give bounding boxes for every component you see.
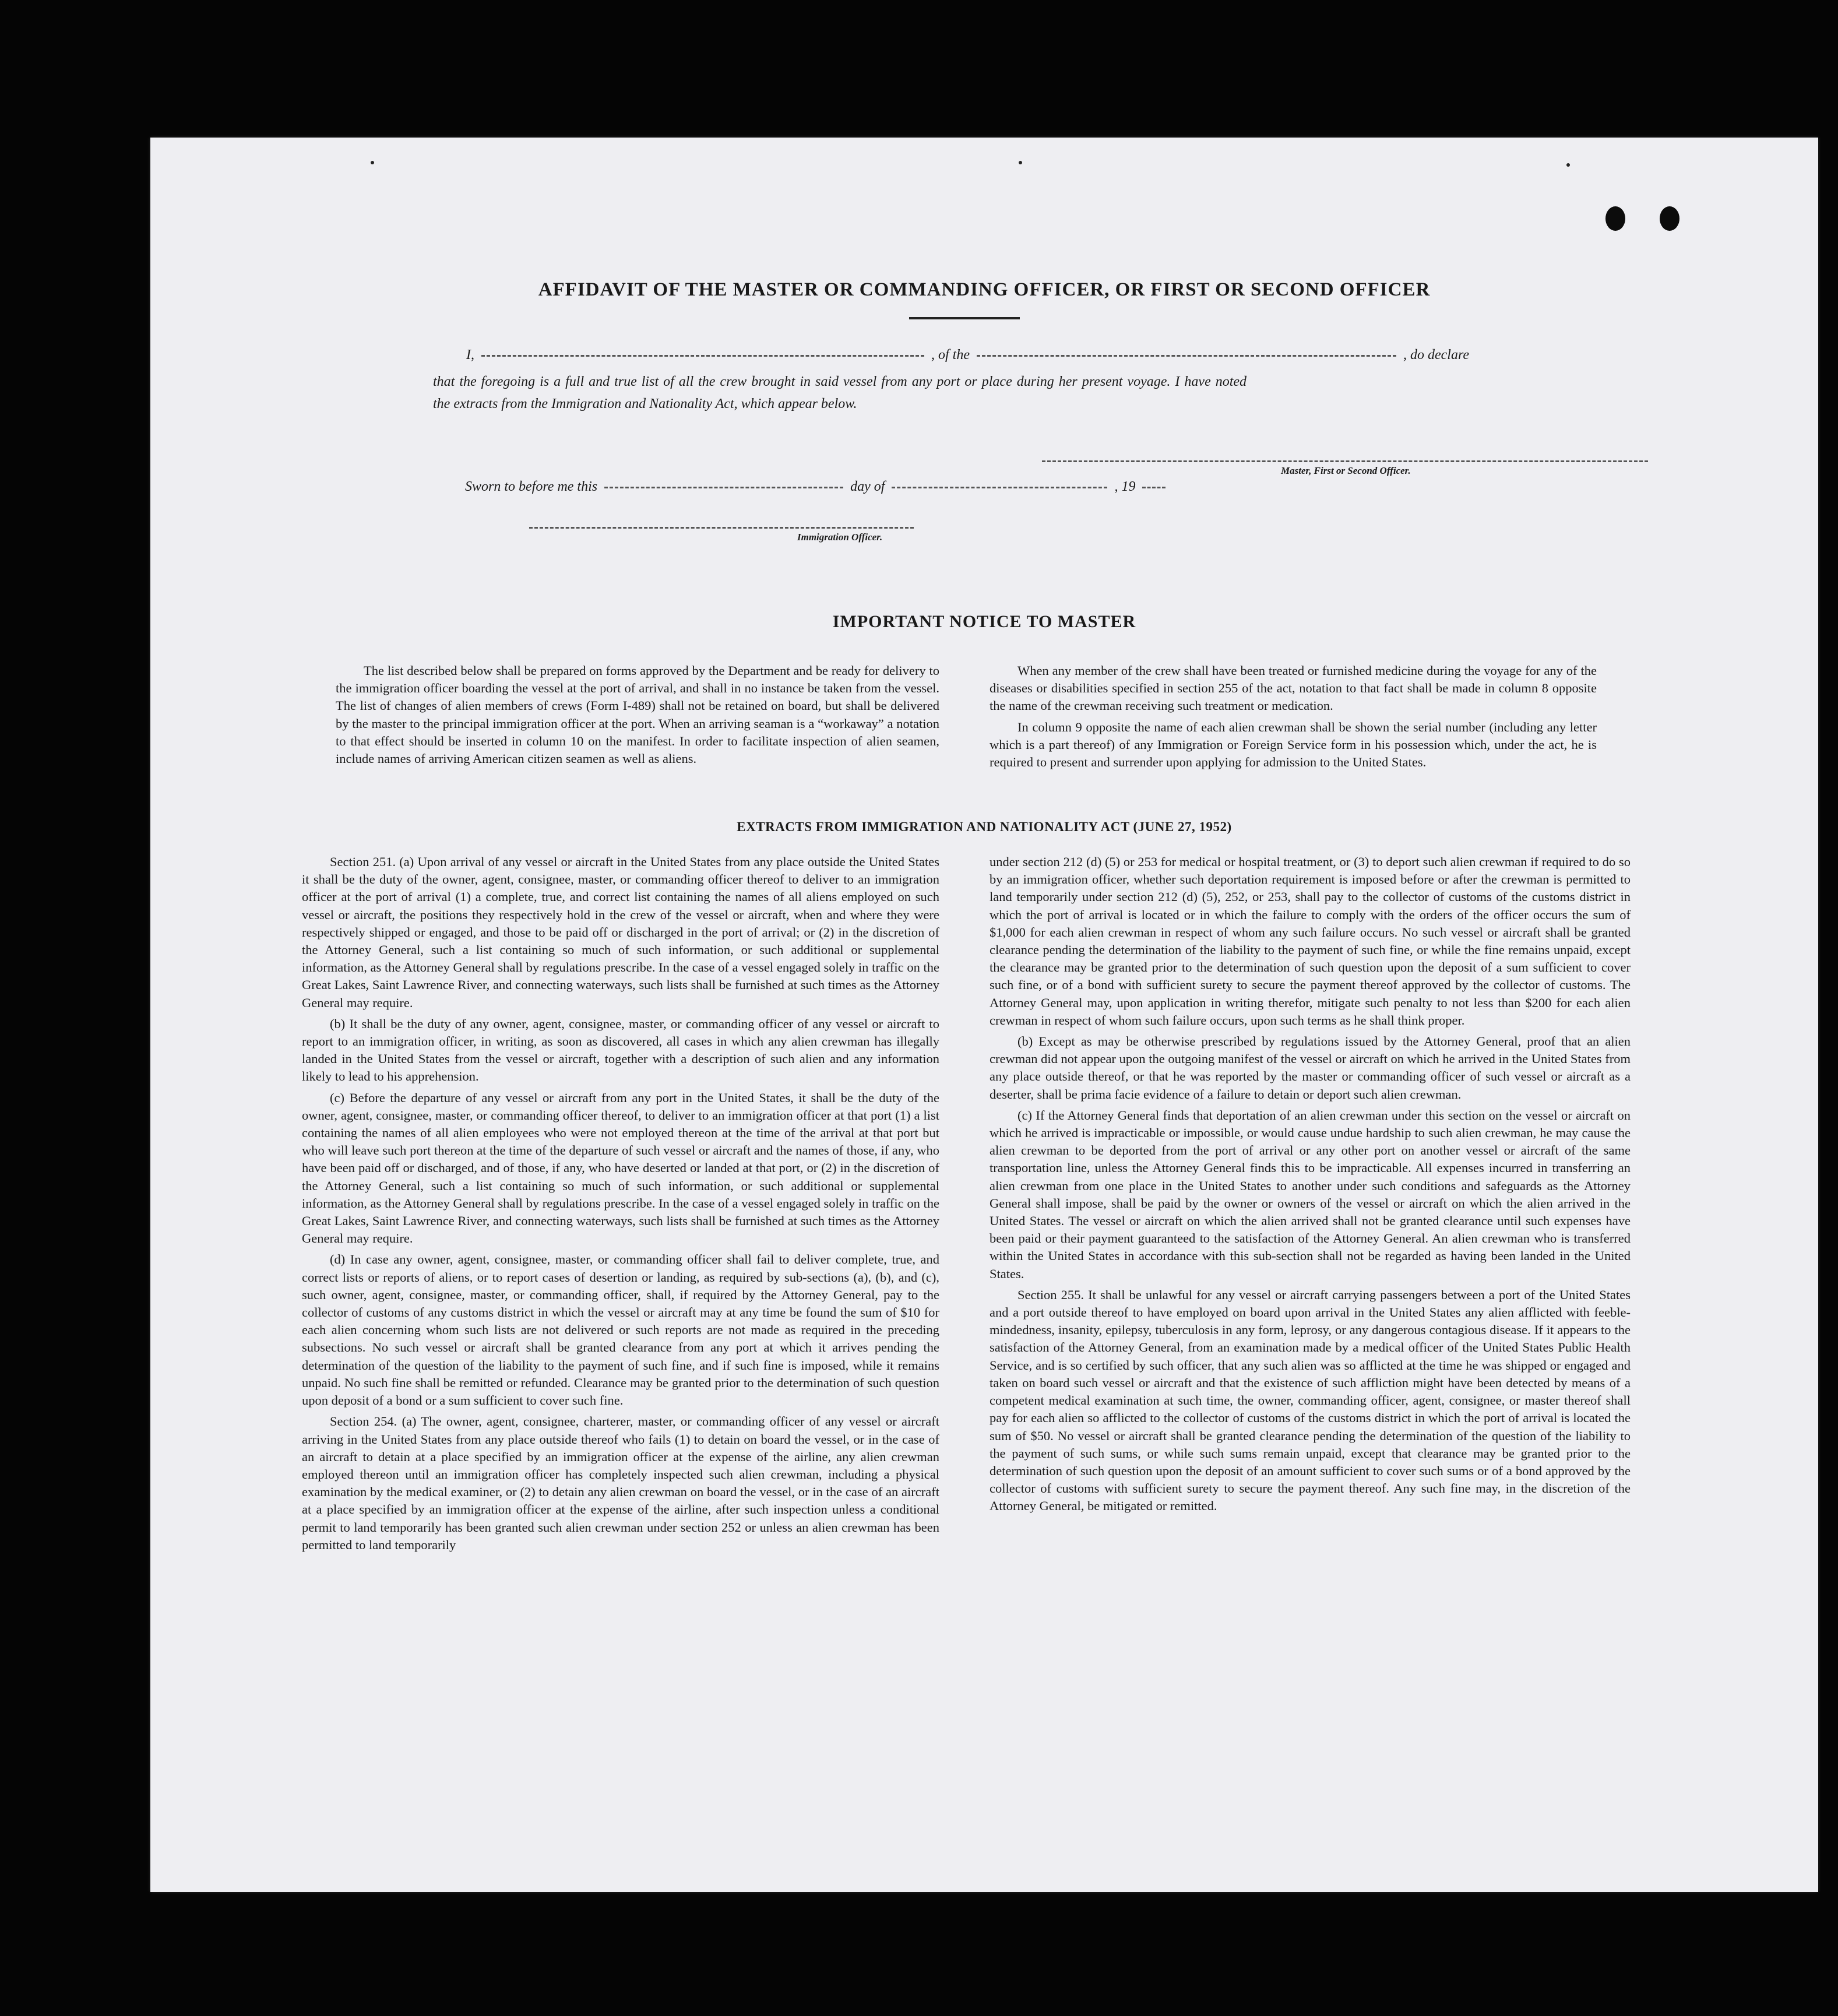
extracts-left-column (302, 853, 939, 1557)
sworn-year-blank (1142, 487, 1166, 488)
sworn-prefix: Sworn to before me this (465, 479, 598, 494)
sworn-date-blank (604, 487, 843, 488)
document-page (150, 138, 1818, 1892)
declaration-end: , do declare (1403, 347, 1470, 363)
punch-hole (1660, 206, 1679, 231)
speck (371, 161, 374, 164)
declaration-of-the: , of the (931, 347, 970, 363)
master-signature-line (1042, 460, 1648, 462)
declaration-line-2: that the foregoing is a full and true list of all the crew brought in said vessel from any port or place during her present voyage. I have noted (433, 374, 1247, 389)
affidavit-title: AFFIDAVIT OF THE MASTER OR COMMANDING OFFICER, OR FIRST OR SECOND OFFICER (538, 279, 1431, 300)
extracts-right-column (990, 853, 1631, 1519)
extracts-title: EXTRACTS FROM IMMIGRATION AND NATIONALITY ACT (JUNE 27, 1952) (737, 819, 1232, 834)
title-underline (909, 317, 1020, 319)
sworn-month-blank (892, 487, 1107, 488)
extract-section-251-d: (d) In case any owner, agent, consignee, master, or commanding officer shall fail to deliver complete, true, and correct lists or reports of aliens, or to report cases of desertion or landing, as required by sub-sections (a), (b), and (c), such owner, agent, consignee, master, or commanding officer, shall, if required by the Attorney General, pay to the collector of customs of any customs district in which the vessel or aircraft may at any time be found the sum of $10 for each alien concerning whom such lists are not delivered or such reports are not made as required in the preceding subsections. No such vessel or aircraft shall be granted clearance from any port at which it arrives pending the determination of the question of the liability to the payment of such fine, and if such fine is imposed, while it remains unpaid. No such fine shall be remitted or refunded. Clearance may be granted prior to the determination of such question upon deposit of a bond or a sum sufficient to cover such fine. (302, 1252, 939, 1408)
declaration-line-1 (466, 347, 1469, 363)
extract-section-251-a: Section 251. (a) Upon arrival of any vessel or aircraft in the United States from any place outside the United States it shall be the duty of the owner, agent, consignee, master, or commanding officer thereof to deliver to an immigration officer at the port of arrival (1) a complete, true, and correct list containing the names of all aliens employed on such vessel or aircraft, the positions they respectively hold in the crew of the vessel or aircraft, when and where they were respectively shipped or engaged, and those to be paid off or discharged in the port of arrival; or (2) in the discretion of the Attorney General, such a list containing so much of such information, or such additional or supplemental information, as the Attorney General shall by regulations prescribe. In the case of a vessel engaged solely in traffic on the Great Lakes, Saint Lawrence River, and connecting waterways, such lists shall be furnished at such times as the Attorney General may require. (302, 854, 939, 1010)
extract-section-254-a-cont: under section 212 (d) (5) or 253 for medical or hospital treatment, or (3) to deport such alien crewman if required to do so by an immigration officer, whether such deportation requirement is imposed before or after the crewman is permitted to land temporarily under section 212 (d) (5), 252, or 253, shall pay to the collector of customs of the customs district in which the port of arrival is located or in which the failure to comply with the orders of the officer occurs the sum of $1,000 for each alien crewman in respect of whom any such failure occurs. No such vessel or aircraft shall be granted clearance pending the determination of the liability to the payment of such fine, or while the fine remains unpaid, except the clearance may be granted prior to the determination of such question upon the deposit of a sum sufficient to cover such fine, or of a bond with sufficient surety to secure the payment thereof approved by the collector of customs. The Attorney General may, upon application in writing therefor, mitigate such penalty to not less than $200 for each alien crewman in respect of whom such failure occurs, upon such terms as he shall think proper. (990, 854, 1631, 1028)
declaration-start: I, (466, 347, 474, 363)
master-signature-label: Master, First or Second Officer. (1281, 465, 1411, 476)
name-blank (481, 355, 924, 357)
notice-left-paragraph: The list described below shall be prepared on forms approved by the Department and be ready for delivery to the immigration officer boarding the vessel at the port of arrival, and shall in no instance be taken from the vessel. The list of changes of alien members of crews (Form I-489) shall not be retained on board, but shall be delivered by the master to the principal immigration officer at the port. When an arriving seaman is a “workaway” a notation to that effect should be inserted in column 10 on the manifest. In order to facilitate inspection of alien seamen, include names of arriving American citizen seamen as well as aliens. (336, 663, 939, 766)
extract-section-251-b: (b) It shall be the duty of any owner, agent, consignee, master, or commanding officer of any vessel or aircraft to report to an immigration officer, in writing, as soon as discovered, all cases in which any alien crewman has illegally landed in the United States from the vessel or aircraft, together with a description of such alien and any information likely to lead to his apprehension. (302, 1016, 939, 1084)
sworn-year: , 19 (1114, 479, 1136, 494)
sworn-day-of: day of (850, 479, 885, 494)
notice-right-paragraph-1: When any member of the crew shall have been treated or furnished medicine during the voyage for any of the diseases or disabilities specified in section 255 of the act, notation to that fact shall be made in column 8 opposite the name of the crewman receiving such treatment or medication. (990, 663, 1597, 713)
notice-title: IMPORTANT NOTICE TO MASTER (832, 612, 1136, 631)
sworn-line (465, 479, 1169, 495)
declaration-line-3: the extracts from the Immigration and Nationality Act, which appear below. (433, 396, 857, 411)
notice-right-column (990, 662, 1597, 775)
speck (1019, 161, 1022, 164)
notice-right-paragraph-2: In column 9 opposite the name of each alien crewman shall be shown the serial number (including any letter which is a part thereof) of any Immigration or Foreign Service form in his possession which, under the act, he is required to present and surrender upon applying for admission to the United States. (990, 719, 1597, 770)
officer-signature-label: Immigration Officer. (797, 532, 883, 543)
extract-section-254-b: (b) Except as may be otherwise prescribed by regulations issued by the Attorney General, proof that an alien crewman did not appear upon the outgoing manifest of the vessel or aircraft on which he arrived in the United States from any place outside thereof, or that he was reported by the master or commanding officer of such vessel or aircraft as a deserter, shall be prima facie evidence of a failure to detain or deport such alien crewman. (990, 1034, 1631, 1102)
extract-section-255: Section 255. It shall be unlawful for any vessel or aircraft carrying passengers between a port of the United States and a port outside thereof to have employed on board upon arrival in the United States any alien afflicted with feeble-mindedness, insanity, epilepsy, tuberculosis in any form, leprosy, or any dangerous contagious disease. If it appears to the satisfaction of the Attorney General, from an examination made by a medical officer of the United States Public Health Service, and is so certified by such officer, that any such alien was so afflicted at the time he was shipped or engaged and taken on board such vessel or aircraft and that the existence of such affliction might have been detected by means of a competent medical examination at such time, the owner, commanding officer, agent, consignee, or master thereof shall pay for each alien so afflicted to the collector of customs of the customs district in which the port of arrival is located the sum of $50. No vessel or aircraft shall be granted clearance pending the determination of the question of the liability to the payment of such sums, or while such sums remain unpaid, except that clearance may be granted prior to the determination of such question upon the deposit of an amount sufficient to cover such sums or of a bond approved by the collector of customs with sufficient surety to secure the payment thereof. Any such fine may, in the discretion of the Attorney General, be mitigated or remitted. (990, 1287, 1631, 1514)
officer-signature-line (529, 527, 914, 529)
extract-section-254-c: (c) If the Attorney General finds that deportation of an alien crewman under this section on the vessel or aircraft on which he arrived is impracticable or impossible, or would cause undue hardship to such alien crewman, he may cause the alien crewman to be deported from the port of arrival or any other port on another vessel or aircraft of the same transportation line, unless the Attorney General finds this to be impracticable. All expenses incurred in transferring an alien crewman from one place in the United States to another under such conditions and safeguards as the Attorney General shall impose, shall be paid by the owner or owners of the vessel or aircraft on which the alien arrived in the United States. The vessel or aircraft on which the alien arrived shall not be granted clearance until such expenses have been paid or their payment guaranteed to the satisfaction of the Attorney General. An alien crewman who is transferred within the United States in accordance with this sub-section shall not be regarded as having been landed in the United States. (990, 1107, 1631, 1281)
speck (1566, 163, 1570, 167)
extract-section-254-a: Section 254. (a) The owner, agent, consignee, charterer, master, or commanding officer of any vessel or aircraft arriving in the United States from any place outside thereof who fails (1) to detain on board the vessel, or in the case of an aircraft to detain at a place specified by an immigration officer at the expense of the airline, any alien crewman employed thereon until an immigration officer has completely inspected such alien crewman, including a physical examination by the medical examiner, or (2) to detain any alien crewman on board the vessel, or in the case of an aircraft at a place specified by an immigration officer at the expense of the airline, after such inspection unless a conditional permit to land temporarily has been granted such alien crewman under section 252 or unless an alien crewman has been permitted to land temporarily (302, 1414, 939, 1552)
punch-hole (1605, 206, 1625, 231)
extract-section-251-c: (c) Before the departure of any vessel or aircraft from any port in the United States, it shall be the duty of the owner, agent, consignee, master, or commanding officer thereof, to deliver to an immigration officer at that port (1) a list containing the names of all alien employees who were not employed thereon at the time of the arrival at that port but who will leave such port thereon at the time of the departure of such vessel or aircraft and the names of those, if any, who have been paid off or discharged, and of those, if any, who have deserted or landed at that port, or (2) in the discretion of the Attorney General, such a list containing so much of such information, or such additional or supplemental information, as the Attorney General shall by regulations prescribe. In the case of a vessel engaged solely in traffic on the Great Lakes, Saint Lawrence River, and connecting waterways, such lists shall be furnished at such times as the Attorney General may require. (302, 1090, 939, 1246)
vessel-blank (977, 355, 1396, 357)
notice-left-column (336, 662, 939, 771)
